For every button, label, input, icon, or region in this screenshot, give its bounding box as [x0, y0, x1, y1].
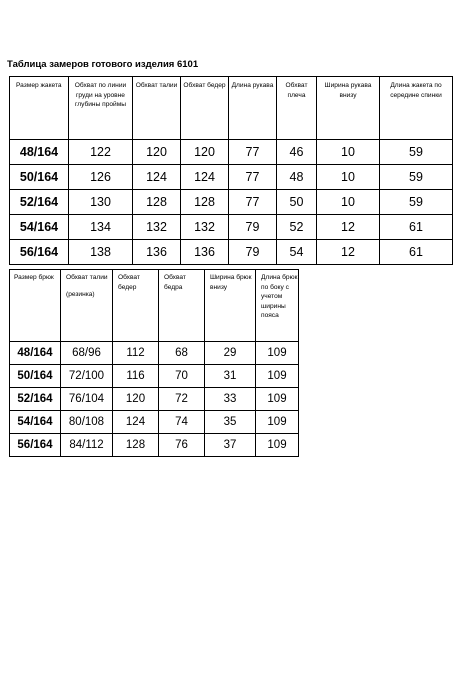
- value-cell: 128: [133, 190, 181, 215]
- value-cell: 79: [229, 215, 277, 240]
- value-cell: 120: [113, 388, 159, 411]
- value-cell: 29: [205, 342, 256, 365]
- value-cell: 10: [317, 190, 380, 215]
- table-row: [10, 434, 299, 457]
- value-cell: 109: [256, 365, 299, 388]
- value-cell: 136: [133, 240, 181, 265]
- trousers-header-row: [10, 270, 299, 342]
- table-row: [10, 365, 299, 388]
- trousers-header-hem-width: Ширина брюк внизу: [205, 270, 256, 342]
- value-cell: 116: [113, 365, 159, 388]
- value-cell: 122: [69, 140, 133, 165]
- value-cell: 68: [159, 342, 205, 365]
- table-row: [10, 411, 299, 434]
- trousers-header-waist-label: Обхват талии: [66, 274, 108, 281]
- size-cell: 54/164: [10, 411, 61, 434]
- value-cell: 112: [113, 342, 159, 365]
- value-cell: 31: [205, 365, 256, 388]
- value-cell: 128: [181, 190, 229, 215]
- jacket-header-sleeve-length: Длина рукава: [229, 77, 277, 140]
- value-cell: 109: [256, 434, 299, 457]
- jacket-header-back-length: Длина жакета по середине спинки: [380, 77, 453, 140]
- size-cell: 48/164: [10, 342, 61, 365]
- size-cell: 56/164: [10, 240, 69, 265]
- document-title: Таблица замеров готового изделия 6101: [7, 59, 199, 70]
- value-cell: 80/108: [61, 411, 113, 434]
- value-cell: 120: [133, 140, 181, 165]
- value-cell: 138: [69, 240, 133, 265]
- value-cell: 52: [277, 215, 317, 240]
- value-cell: 46: [277, 140, 317, 165]
- value-cell: 35: [205, 411, 256, 434]
- value-cell: 109: [256, 388, 299, 411]
- value-cell: 61: [380, 215, 453, 240]
- value-cell: 59: [380, 140, 453, 165]
- value-cell: 124: [133, 165, 181, 190]
- table-row: [10, 342, 299, 365]
- value-cell: 12: [317, 240, 380, 265]
- size-cell: 56/164: [10, 434, 61, 457]
- value-cell: 10: [317, 140, 380, 165]
- value-cell: 76: [159, 434, 205, 457]
- value-cell: 50: [277, 190, 317, 215]
- table-row: [10, 240, 453, 265]
- value-cell: 77: [229, 140, 277, 165]
- jacket-header-waist: Обхват талии: [133, 77, 181, 140]
- value-cell: 54: [277, 240, 317, 265]
- value-cell: 109: [256, 342, 299, 365]
- value-cell: 74: [159, 411, 205, 434]
- value-cell: 136: [181, 240, 229, 265]
- value-cell: 132: [181, 215, 229, 240]
- value-cell: 126: [69, 165, 133, 190]
- value-cell: 76/104: [61, 388, 113, 411]
- value-cell: 48: [277, 165, 317, 190]
- table-row: [10, 215, 453, 240]
- table-row: [10, 190, 453, 215]
- jacket-header-shoulder: Обхват плеча: [277, 77, 317, 140]
- trousers-header-hips: Обхват бедер: [113, 270, 159, 342]
- value-cell: 134: [69, 215, 133, 240]
- value-cell: 68/96: [61, 342, 113, 365]
- value-cell: 59: [380, 190, 453, 215]
- value-cell: 61: [380, 240, 453, 265]
- trousers-header-side-length: Длина брюк по боку с учетом ширины пояса: [256, 270, 299, 342]
- jacket-header-row: [10, 77, 453, 140]
- value-cell: 124: [113, 411, 159, 434]
- value-cell: 70: [159, 365, 205, 388]
- value-cell: 59: [380, 165, 453, 190]
- value-cell: 124: [181, 165, 229, 190]
- trousers-waist-note: (резинка): [66, 290, 95, 298]
- value-cell: 79: [229, 240, 277, 265]
- jacket-header-size: Размер жакета: [10, 77, 69, 140]
- jacket-measurements-table: [9, 76, 453, 265]
- value-cell: 120: [181, 140, 229, 165]
- value-cell: 72: [159, 388, 205, 411]
- value-cell: 128: [113, 434, 159, 457]
- table-row: [10, 140, 453, 165]
- jacket-header-hips: Обхват бедер: [181, 77, 229, 140]
- size-cell: 52/164: [10, 190, 69, 215]
- size-cell: 50/164: [10, 365, 61, 388]
- value-cell: 77: [229, 190, 277, 215]
- table-row: [10, 388, 299, 411]
- value-cell: 12: [317, 215, 380, 240]
- value-cell: 84/112: [61, 434, 113, 457]
- trousers-header-thigh: Обхват бедра: [159, 270, 205, 342]
- value-cell: 37: [205, 434, 256, 457]
- trousers-header-size: Размер брюк: [10, 270, 61, 342]
- value-cell: 130: [69, 190, 133, 215]
- trousers-header-waist: [61, 270, 113, 342]
- size-cell: 54/164: [10, 215, 69, 240]
- value-cell: 77: [229, 165, 277, 190]
- value-cell: 72/100: [61, 365, 113, 388]
- jacket-header-sleeve-width: Ширина рукава внизу: [317, 77, 380, 140]
- value-cell: 33: [205, 388, 256, 411]
- table-row: [10, 165, 453, 190]
- jacket-header-chest: Обхват по линии груди на уровне глубины проймы: [69, 77, 133, 140]
- size-cell: 48/164: [10, 140, 69, 165]
- size-cell: 52/164: [10, 388, 61, 411]
- trousers-measurements-table: [9, 269, 299, 457]
- value-cell: 109: [256, 411, 299, 434]
- value-cell: 132: [133, 215, 181, 240]
- size-cell: 50/164: [10, 165, 69, 190]
- value-cell: 10: [317, 165, 380, 190]
